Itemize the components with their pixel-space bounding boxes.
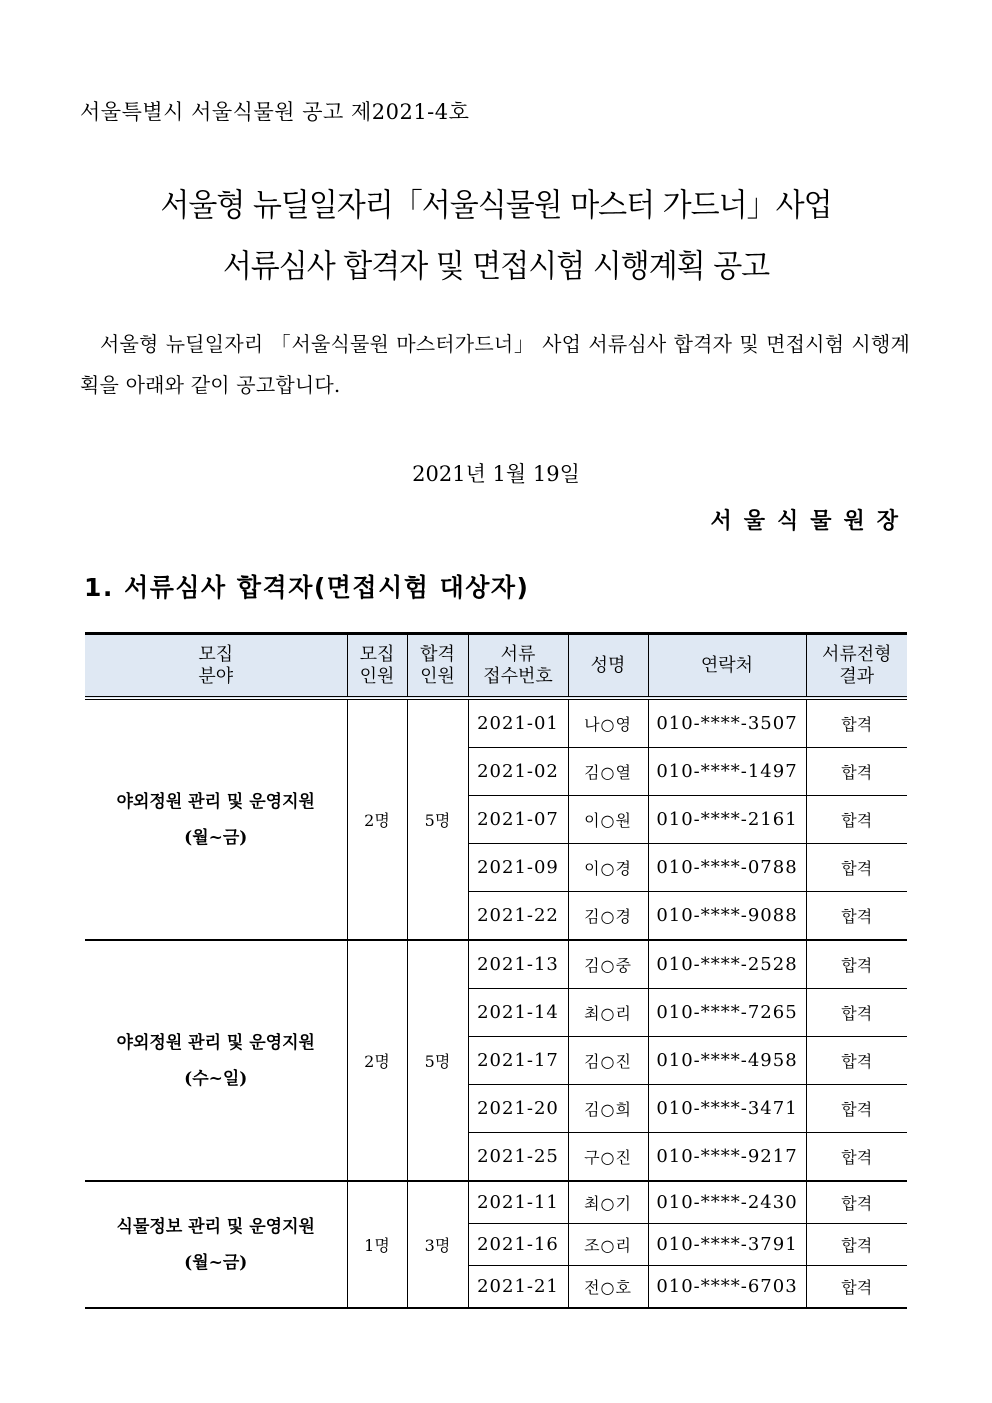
table-header-row	[85, 634, 907, 699]
section-title: 1. 서류심사 합격자(면접시험 대상자)	[84, 573, 530, 602]
passed-count: 5명	[407, 940, 468, 1181]
result: 합격	[806, 989, 907, 1037]
receipt-number: 2021-16	[468, 1224, 568, 1266]
receipt-number: 2021-11	[468, 1181, 568, 1224]
result: 합격	[806, 1224, 907, 1266]
table-row	[85, 1181, 907, 1224]
contact: 010-****-3471	[648, 1085, 806, 1133]
intro-paragraph: 서울형 뉴딜일자리 「서울식물원 마스터가드너」 사업 서류심사 합격자 및 면접시험 시행계획을 아래와 같이 공고합니다.	[80, 332, 910, 397]
result: 합격	[806, 698, 907, 748]
contact: 010-****-9088	[648, 892, 806, 941]
notice-date: 2021년 1월 19일	[412, 462, 580, 486]
receipt-number: 2021-14	[468, 989, 568, 1037]
result: 합격	[806, 1133, 907, 1182]
notice-number: 서울특별시 서울식물원 공고 제2021-4호	[80, 100, 470, 124]
result: 합격	[806, 940, 907, 989]
passed-count: 3명	[407, 1181, 468, 1308]
header-contact: 연락처	[648, 634, 806, 699]
applicant-name: 김○경	[568, 892, 648, 941]
table-row	[85, 698, 907, 748]
contact: 010-****-4958	[648, 1037, 806, 1085]
field-cell: 야외정원 관리 및 운영지원 (월~금)	[85, 698, 347, 940]
contact: 010-****-3507	[648, 698, 806, 748]
result: 합격	[806, 1085, 907, 1133]
signer: 서울식물원장	[710, 509, 910, 534]
contact: 010-****-1497	[648, 748, 806, 796]
receipt-number: 2021-02	[468, 748, 568, 796]
results-table	[85, 632, 907, 1309]
receipt-number: 2021-20	[468, 1085, 568, 1133]
receipt-number: 2021-21	[468, 1266, 568, 1309]
result: 합격	[806, 796, 907, 844]
applicant-name: 조○리	[568, 1224, 648, 1266]
page-title-line2: 서류심사 합격자 및 면접시험 시행계획 공고	[222, 248, 770, 286]
header-recruit: 모집 인원	[347, 634, 407, 699]
header-result: 서류전형 결과	[806, 634, 907, 699]
applicant-name: 구○진	[568, 1133, 648, 1182]
result: 합격	[806, 1266, 907, 1309]
applicant-name: 나○영	[568, 698, 648, 748]
receipt-number: 2021-09	[468, 844, 568, 892]
contact: 010-****-9217	[648, 1133, 806, 1182]
receipt-number: 2021-07	[468, 796, 568, 844]
passed-count: 5명	[407, 698, 468, 940]
result: 합격	[806, 1181, 907, 1224]
page-title-line1: 서울형 뉴딜일자리「서울식물원 마스터 가드너」사업	[160, 187, 832, 225]
contact: 010-****-2528	[648, 940, 806, 989]
receipt-number: 2021-22	[468, 892, 568, 941]
applicant-name: 이○원	[568, 796, 648, 844]
receipt-number: 2021-01	[468, 698, 568, 748]
contact: 010-****-0788	[648, 844, 806, 892]
applicant-name: 김○진	[568, 1037, 648, 1085]
contact: 010-****-2161	[648, 796, 806, 844]
result: 합격	[806, 1037, 907, 1085]
applicant-name: 전○호	[568, 1266, 648, 1309]
header-passed: 합격 인원	[407, 634, 468, 699]
contact: 010-****-7265	[648, 989, 806, 1037]
applicant-name: 최○기	[568, 1181, 648, 1224]
applicant-name: 김○희	[568, 1085, 648, 1133]
recruit-count: 1명	[347, 1181, 407, 1308]
result: 합격	[806, 892, 907, 941]
applicant-name: 김○열	[568, 748, 648, 796]
contact: 010-****-3791	[648, 1224, 806, 1266]
applicant-name: 최○리	[568, 989, 648, 1037]
table-row	[85, 940, 907, 989]
contact: 010-****-6703	[648, 1266, 806, 1309]
header-field: 모집 분야	[85, 634, 347, 699]
receipt-number: 2021-17	[468, 1037, 568, 1085]
recruit-count: 2명	[347, 698, 407, 940]
field-cell: 식물정보 관리 및 운영지원 (월~금)	[85, 1181, 347, 1308]
receipt-number: 2021-13	[468, 940, 568, 989]
result: 합격	[806, 748, 907, 796]
contact: 010-****-2430	[648, 1181, 806, 1224]
receipt-number: 2021-25	[468, 1133, 568, 1182]
header-receipt: 서류 접수번호	[468, 634, 568, 699]
field-cell: 야외정원 관리 및 운영지원 (수~일)	[85, 940, 347, 1181]
header-name: 성명	[568, 634, 648, 699]
recruit-count: 2명	[347, 940, 407, 1181]
result: 합격	[806, 844, 907, 892]
applicant-name: 이○경	[568, 844, 648, 892]
applicant-name: 김○중	[568, 940, 648, 989]
